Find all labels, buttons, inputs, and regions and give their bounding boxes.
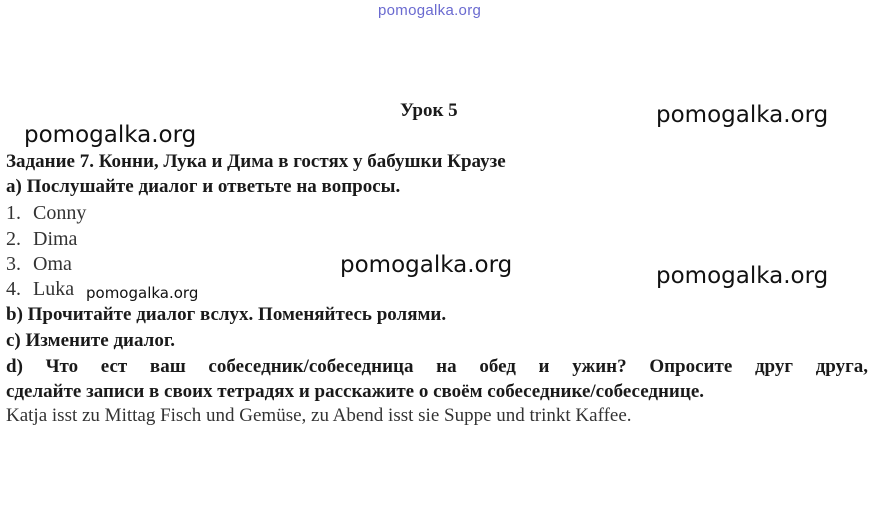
answer-text: Luka — [33, 278, 75, 300]
answer-text: Dima — [33, 228, 78, 250]
watermark-header-right: pomogalka.org — [656, 102, 829, 128]
watermark-mid-center: pomogalka.org — [340, 252, 513, 278]
part-d-line-1: d) Что ест ваш собеседник/собеседница на обед и ужин? Опросите друг друга, — [6, 356, 868, 377]
list-item — [6, 278, 74, 301]
part-a: a) Послушайте диалог и ответьте на вопросы. — [6, 176, 401, 197]
part-d-line-2: сделайте записи в своих тетрадях и расскажите о своём собеседнике/собеседнице. — [6, 381, 705, 402]
list-item — [6, 253, 72, 276]
list-number: 4. — [6, 278, 21, 300]
list-number: 3. — [6, 253, 21, 275]
part-c: c) Измените диалог. — [6, 330, 176, 351]
list-item — [6, 202, 86, 225]
watermark-mid-right: pomogalka.org — [656, 263, 829, 289]
answer-text: Oma — [33, 253, 72, 275]
list-number: 2. — [6, 228, 21, 250]
part-b: b) Прочитайте диалог вслух. Поменяйтесь ролями. — [6, 304, 447, 325]
task-title: Задание 7. Конни, Лука и Дима в гостях у бабушки Краузе — [6, 151, 506, 172]
list-number: 1. — [6, 202, 21, 224]
list-item — [6, 228, 77, 251]
lesson-title: Урок 5 — [400, 100, 458, 121]
example-sentence: Katja isst zu Mittag Fisch und Gemüse, zu Abend isst sie Suppe und trinkt Kaffee. — [6, 405, 632, 426]
watermark-top: pomogalka.org — [378, 2, 482, 19]
answer-text: Conny — [33, 202, 87, 224]
watermark-header-left: pomogalka.org — [24, 122, 197, 148]
watermark-small-left: pomogalka.org — [86, 284, 199, 302]
